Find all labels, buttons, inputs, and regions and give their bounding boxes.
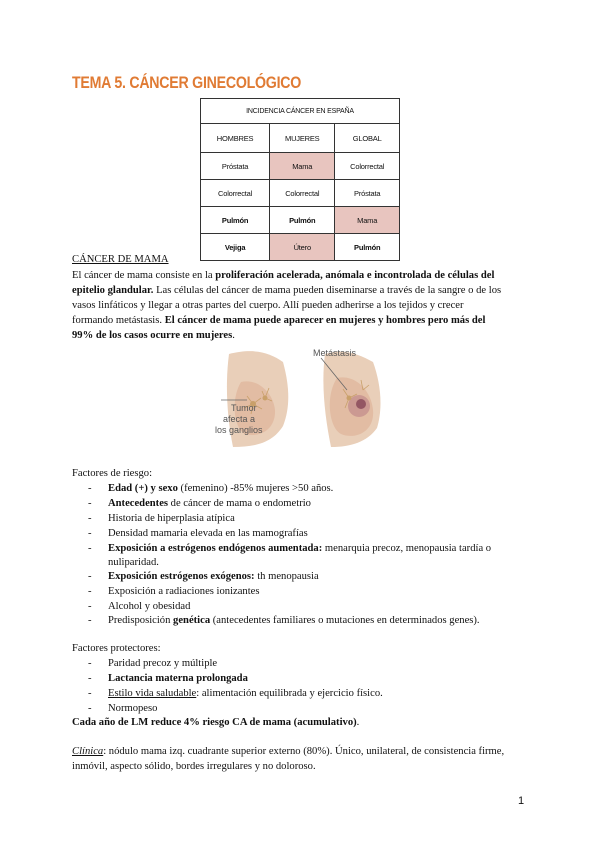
table-cell: Colorrectal [201, 180, 270, 207]
list-item: - Estilo vida saludable: alimentación equilibrada y ejercicio físico. [88, 688, 383, 699]
table-cell-highlight: Mama [335, 207, 400, 234]
label-tumor-line-3: los ganglios [215, 425, 263, 435]
list-item: - Exposición a radiaciones ionizantes [88, 586, 260, 597]
list-item: - Densidad mamaria elevada en las mamografías [88, 528, 308, 539]
list-item: - Normopeso [88, 703, 158, 714]
table-header: HOMBRES [201, 124, 270, 153]
list-item: - Exposición estrógenos exógenos: th menopausia [88, 571, 319, 582]
table-cell: Próstata [335, 180, 400, 207]
list-item: - Alcohol y obesidad [88, 601, 191, 612]
section-heading: CÁNCER DE MAMA [72, 254, 169, 265]
table-caption: INCIDENCIA CÁNCER EN ESPAÑA [201, 99, 400, 124]
list-item: - Edad (+) y sexo (femenino) -85% mujeres >50 años. [88, 483, 334, 494]
list-item-continuation: nuliparidad. [108, 557, 159, 568]
table-cell-highlight: Útero [270, 234, 335, 261]
clinic-line-2: inmóvil, aspecto sólido, bordes irregulares y no doloroso. [72, 761, 316, 772]
list-item: - Exposición a estrógenos endógenos aumentada: menarquia precoz, menopausia tardía o [88, 543, 492, 554]
clinic-line-1: Clínica: nódulo mama izq. cuadrante superior externo (80%). Único, unilateral, de consistencia firme, [72, 746, 505, 757]
label-tumor-line-1: Tumor [231, 403, 257, 413]
list-item: - Predisposición genética (antecedentes familiares o mutaciones en determinados genes). [88, 615, 480, 626]
intro-line-5: 99% de los casos ocurre en mujeres. [72, 330, 235, 341]
table-header: GLOBAL [335, 124, 400, 153]
table-cell: Pulmón [335, 234, 400, 261]
page-number: 1 [518, 795, 525, 807]
table-cell: Vejiga [201, 234, 270, 261]
intro-line-4: formando metástasis. El cáncer de mama puede aparecer en mujeres y hombres pero más del [72, 315, 486, 326]
table-cell: Pulmón [201, 207, 270, 234]
page-title: TEMA 5. CÁNCER GINECOLÓGICO [72, 74, 302, 92]
table-cell: Pulmón [270, 207, 335, 234]
list-item: - Antecedentes de cáncer de mama o endometrio [88, 498, 311, 509]
intro-line-2: epitelio glandular. Las células del cáncer de mama pueden diseminarse a través de la sangre o de los [72, 285, 502, 296]
incidence-table [200, 98, 400, 261]
breast-cancer-illustration [213, 348, 387, 448]
label-metastasis: Metástasis [313, 348, 357, 358]
label-tumor-line-2: afecta a [223, 414, 256, 424]
list-item: - Historia de hiperplasia atípica [88, 513, 235, 524]
table-header: MUJERES [270, 124, 335, 153]
breast-illustration-svg [213, 348, 387, 448]
risk-heading: Factores de riesgo: [72, 468, 153, 479]
intro-line-3: vasos linfáticos y llegar a otras partes del cuerpo. Allí pueden adherirse a los tejidos y crecer [72, 300, 464, 311]
table-cell: Colorrectal [270, 180, 335, 207]
intro-line-1: El cáncer de mama consiste en la proliferación acelerada, anómala e incontrolada de células del [72, 270, 495, 281]
list-item: - Paridad precoz y múltiple [88, 658, 218, 669]
table-cell: Próstata [201, 153, 270, 180]
protect-heading: Factores protectores: [72, 643, 161, 654]
protect-summary: Cada año de LM reduce 4% riesgo CA de mama (acumulativo). [72, 717, 360, 728]
list-item: - Lactancia materna prolongada [88, 673, 248, 684]
label-tumor [215, 403, 263, 435]
table-cell: Colorrectal [335, 153, 400, 180]
table-cell-highlight: Mama [270, 153, 335, 180]
